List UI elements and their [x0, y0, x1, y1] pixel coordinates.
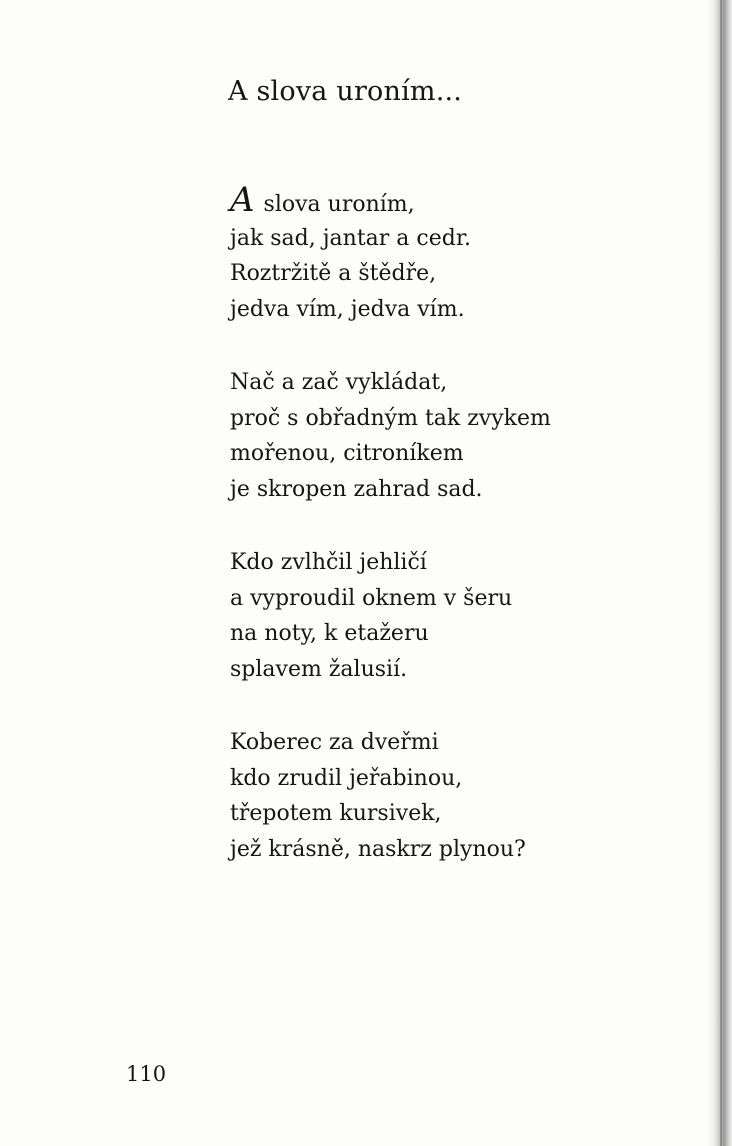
- first-line-text: slova uroním,: [256, 192, 415, 217]
- drop-cap: A: [230, 180, 255, 220]
- poem-line: kdo zrudil jeřabinou,: [230, 765, 463, 791]
- page-edge-line: [720, 0, 722, 1146]
- poem-line: třepotem kursivek,: [230, 801, 442, 826]
- poem-line: a vyproudil oknem v šeru: [230, 585, 513, 611]
- poem-line: Kdo zvlhčil jehličí: [230, 550, 427, 575]
- poem-line: jedva vím, jedva vím.: [230, 296, 465, 322]
- poem-line-first: [230, 180, 670, 221]
- stanza-3: [230, 545, 670, 687]
- poem-line: jež krásně, naskrz plynou?: [230, 836, 526, 862]
- poem-line: Nač a zač vykládat,: [230, 370, 448, 395]
- poem-line: Koberec za dveřmi: [230, 730, 439, 755]
- page-number: 110: [126, 1062, 167, 1086]
- poem-line: jak sad, jantar a cedr.: [230, 225, 471, 251]
- stanza-4: [230, 725, 670, 867]
- poem-line: splavem žalusií.: [230, 656, 408, 682]
- stanza-1: [230, 180, 670, 327]
- poem-line: je skropen zahrad sad.: [230, 476, 483, 502]
- poem-line: mořenou, citroníkem: [230, 441, 464, 466]
- stanza-2: [230, 365, 670, 507]
- poem-line: Roztržitě a štědře,: [230, 261, 437, 286]
- poem-title: A slova uroním...: [228, 76, 463, 107]
- page-edge-shadow: [706, 0, 732, 1146]
- poem-line: na noty, k etažeru: [230, 621, 429, 646]
- poem-body: [230, 180, 670, 905]
- poem-line: proč s obřadným tak zvykem: [230, 405, 551, 431]
